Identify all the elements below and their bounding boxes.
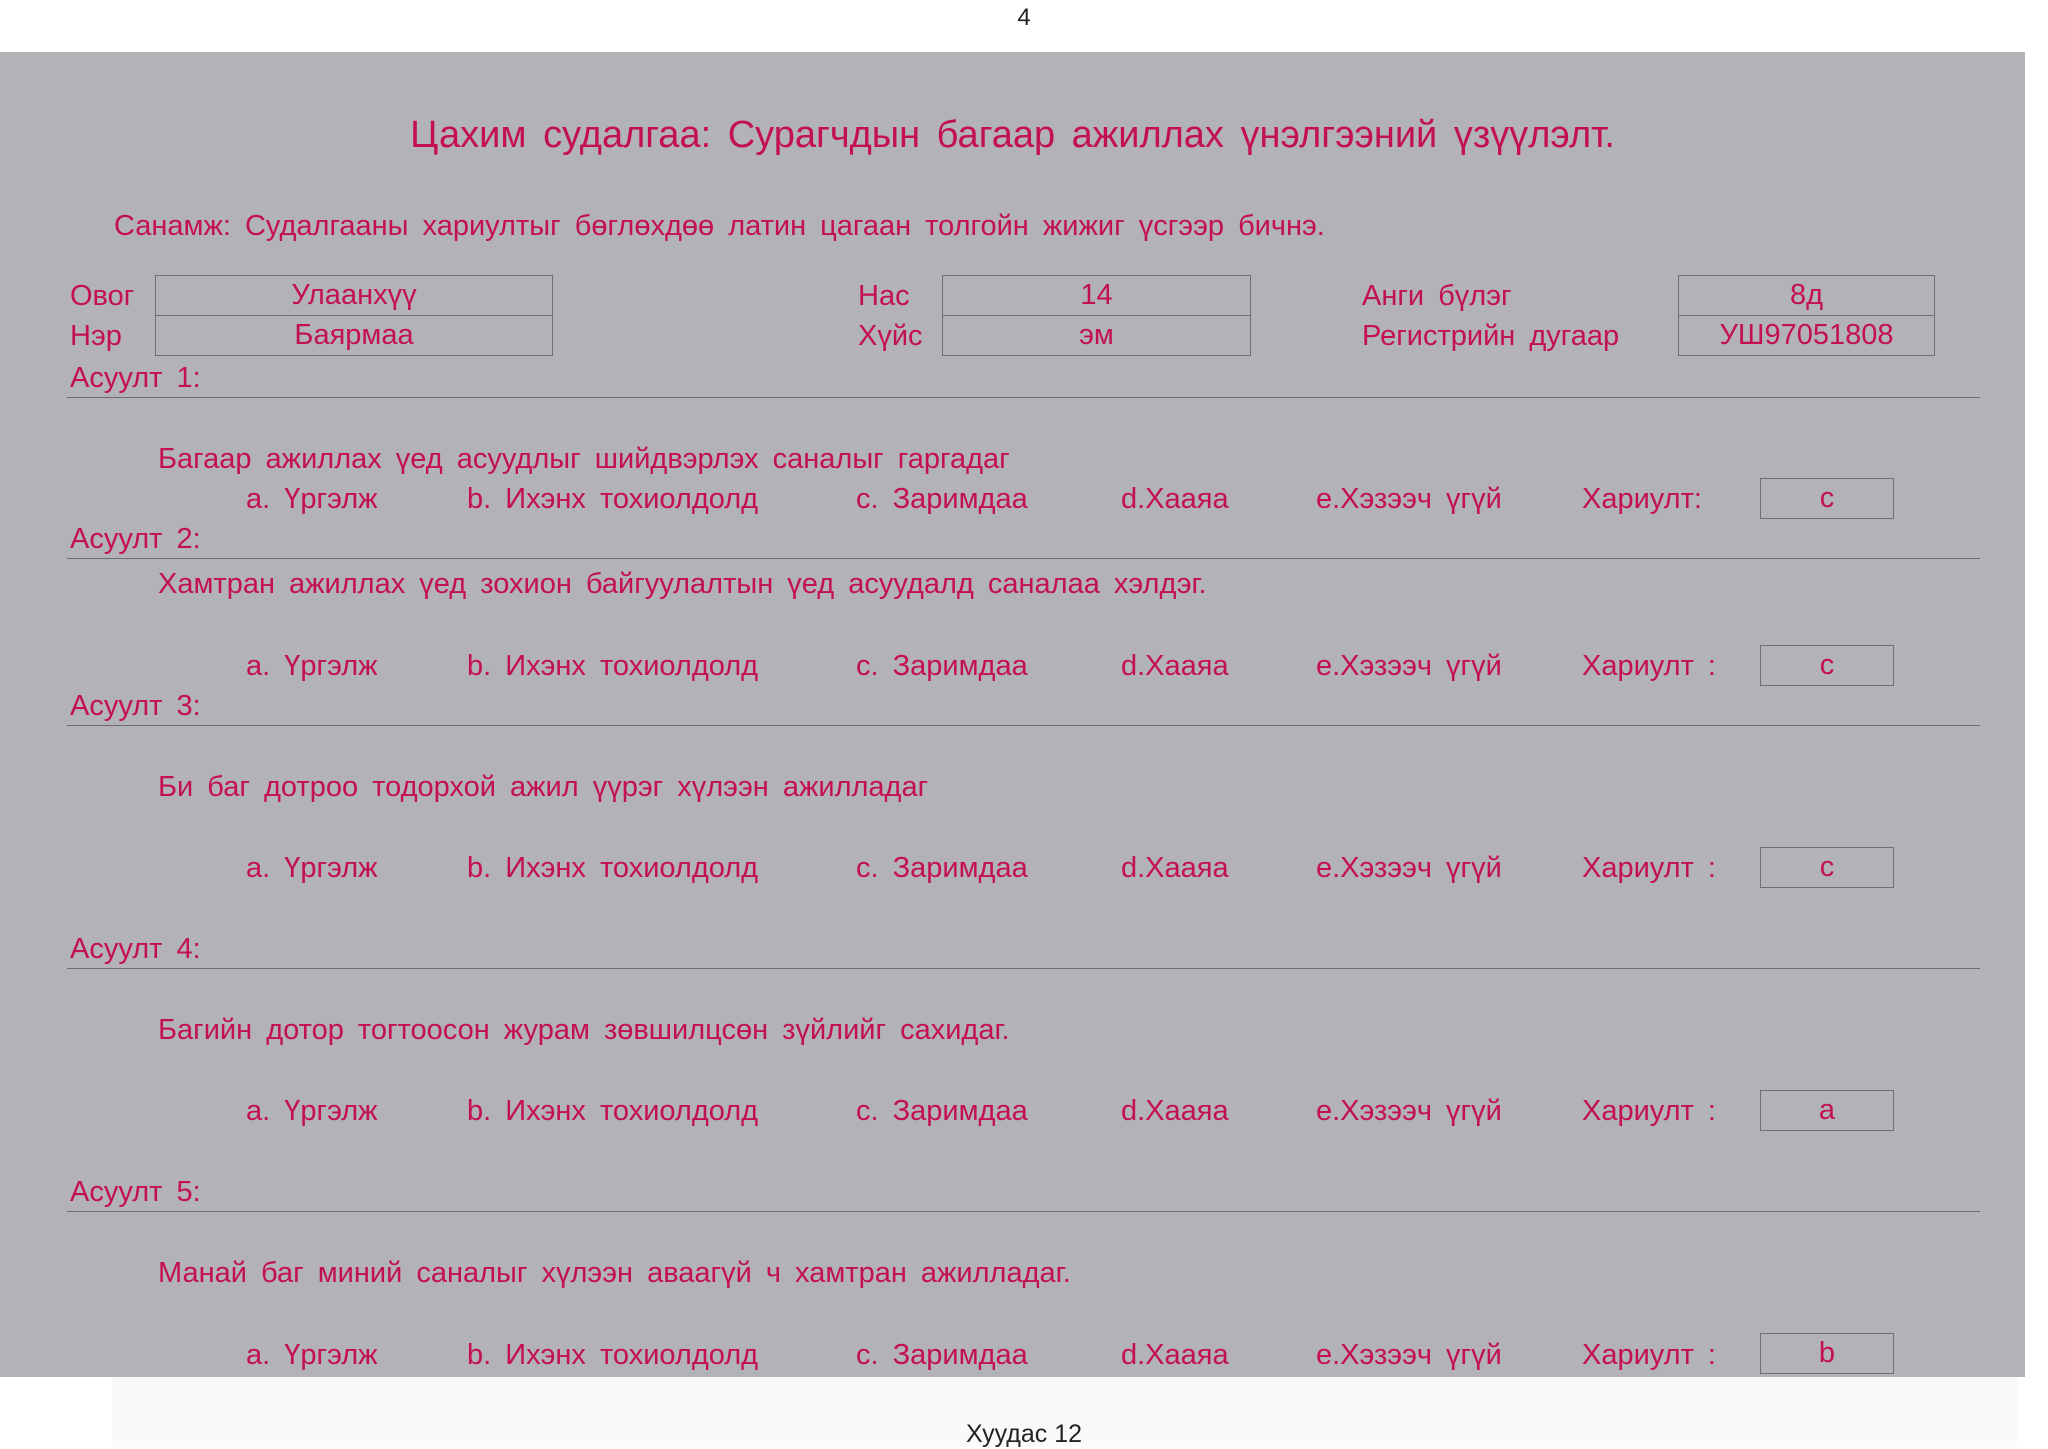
q4-option-c: c. Заримдаа: [856, 1095, 1028, 1127]
q2-answer-label: Хариулт :: [1582, 650, 1716, 682]
name-label: Нэр: [70, 320, 122, 352]
reg-number-label: Регистрийн дугаар: [1362, 320, 1620, 352]
survey-note: Санамж: Судалгааны хариултыг бөглөхдөө латин цагаан толгойн жижиг үсгээр бичнэ.: [114, 210, 1325, 242]
q4-option-a: a. Үргэлж: [246, 1095, 378, 1127]
q5-answer-field[interactable]: b: [1760, 1333, 1894, 1374]
q1-option-d: d.Хааяа: [1121, 483, 1229, 515]
question-2-divider: [67, 558, 1980, 559]
surname-label: Овог: [70, 280, 135, 312]
q2-answer-field[interactable]: c: [1760, 645, 1894, 686]
name-field[interactable]: Баярмаа: [155, 315, 553, 356]
q5-option-b: b. Ихэнх тохиолдолд: [467, 1339, 759, 1371]
q3-option-c: c. Заримдаа: [856, 852, 1028, 884]
q1-option-b: b. Ихэнх тохиолдолд: [467, 483, 759, 515]
q4-option-b: b. Ихэнх тохиолдолд: [467, 1095, 759, 1127]
question-3-text: Би баг дотроо тодорхой ажил үүрэг хүлээн ажилладаг: [158, 771, 929, 803]
question-5-divider: [67, 1211, 1980, 1212]
question-5-header: Асуулт 5:: [70, 1176, 201, 1208]
q3-option-e: e.Хэзээч үгүй: [1316, 852, 1502, 884]
age-label: Нас: [858, 280, 910, 312]
q1-answer-label: Хариулт:: [1582, 483, 1702, 515]
question-3-divider: [67, 725, 1980, 726]
q1-option-c: c. Заримдаа: [856, 483, 1028, 515]
q3-answer-label: Хариулт :: [1582, 852, 1716, 884]
page-footer: Хуудас 12: [965, 1420, 1083, 1448]
q1-option-a: a. Үргэлж: [246, 483, 378, 515]
q4-answer-label: Хариулт :: [1582, 1095, 1716, 1127]
q1-option-e: e.Хэзээч үгүй: [1316, 483, 1502, 515]
question-1-divider: [67, 397, 1980, 398]
q2-option-a: a. Үргэлж: [246, 650, 378, 682]
q4-option-d: d.Хааяа: [1121, 1095, 1229, 1127]
q2-option-e: e.Хэзээч үгүй: [1316, 650, 1502, 682]
q3-option-a: a. Үргэлж: [246, 852, 378, 884]
q5-option-c: c. Заримдаа: [856, 1339, 1028, 1371]
gender-field[interactable]: эм: [942, 315, 1251, 356]
q5-option-e: e.Хэзээч үгүй: [1316, 1339, 1502, 1371]
q3-answer-field[interactable]: c: [1760, 847, 1894, 888]
q1-answer-field[interactable]: c: [1760, 478, 1894, 519]
survey-title: Цахим судалгаа: Сурагчдын багаар ажиллах үнэлгээний үзүүлэлт.: [410, 114, 1615, 156]
page-number-top: 4: [1017, 4, 1031, 31]
question-2-text: Хамтран ажиллах үед зохион байгуулалтын үед асуудалд саналаа хэлдэг.: [158, 568, 1207, 600]
question-2-header: Асуулт 2:: [70, 523, 201, 555]
q2-option-d: d.Хааяа: [1121, 650, 1229, 682]
q4-option-e: e.Хэзээч үгүй: [1316, 1095, 1502, 1127]
class-field[interactable]: 8д: [1678, 275, 1935, 316]
q3-option-d: d.Хааяа: [1121, 852, 1229, 884]
q2-option-b: b. Ихэнх тохиолдолд: [467, 650, 759, 682]
gender-label: Хүйс: [858, 320, 923, 352]
reg-number-field[interactable]: УШ97051808: [1678, 315, 1935, 356]
q3-option-b: b. Ихэнх тохиолдолд: [467, 852, 759, 884]
q4-answer-field[interactable]: a: [1760, 1090, 1894, 1131]
survey-panel: [0, 52, 2025, 1377]
surname-field[interactable]: Улаанхүү: [155, 275, 553, 316]
q2-option-c: c. Заримдаа: [856, 650, 1028, 682]
q5-option-d: d.Хааяа: [1121, 1339, 1229, 1371]
question-4-header: Асуулт 4:: [70, 933, 201, 965]
question-4-text: Багийн дотор тогтоосон журам зөвшилцсөн зүйлийг сахидаг.: [158, 1014, 1010, 1046]
question-4-divider: [67, 968, 1980, 969]
question-1-header: Асуулт 1:: [70, 362, 201, 394]
class-label: Анги бүлэг: [1362, 280, 1512, 312]
question-5-text: Манай баг миний саналыг хүлээн аваагүй ч хамтран ажилладаг.: [158, 1257, 1071, 1289]
question-3-header: Асуулт 3:: [70, 690, 201, 722]
q5-option-a: a. Үргэлж: [246, 1339, 378, 1371]
question-1-text: Багаар ажиллах үед асуудлыг шийдвэрлэх саналыг гаргадаг: [158, 443, 1010, 475]
q5-answer-label: Хариулт :: [1582, 1339, 1716, 1371]
age-field[interactable]: 14: [942, 275, 1251, 316]
